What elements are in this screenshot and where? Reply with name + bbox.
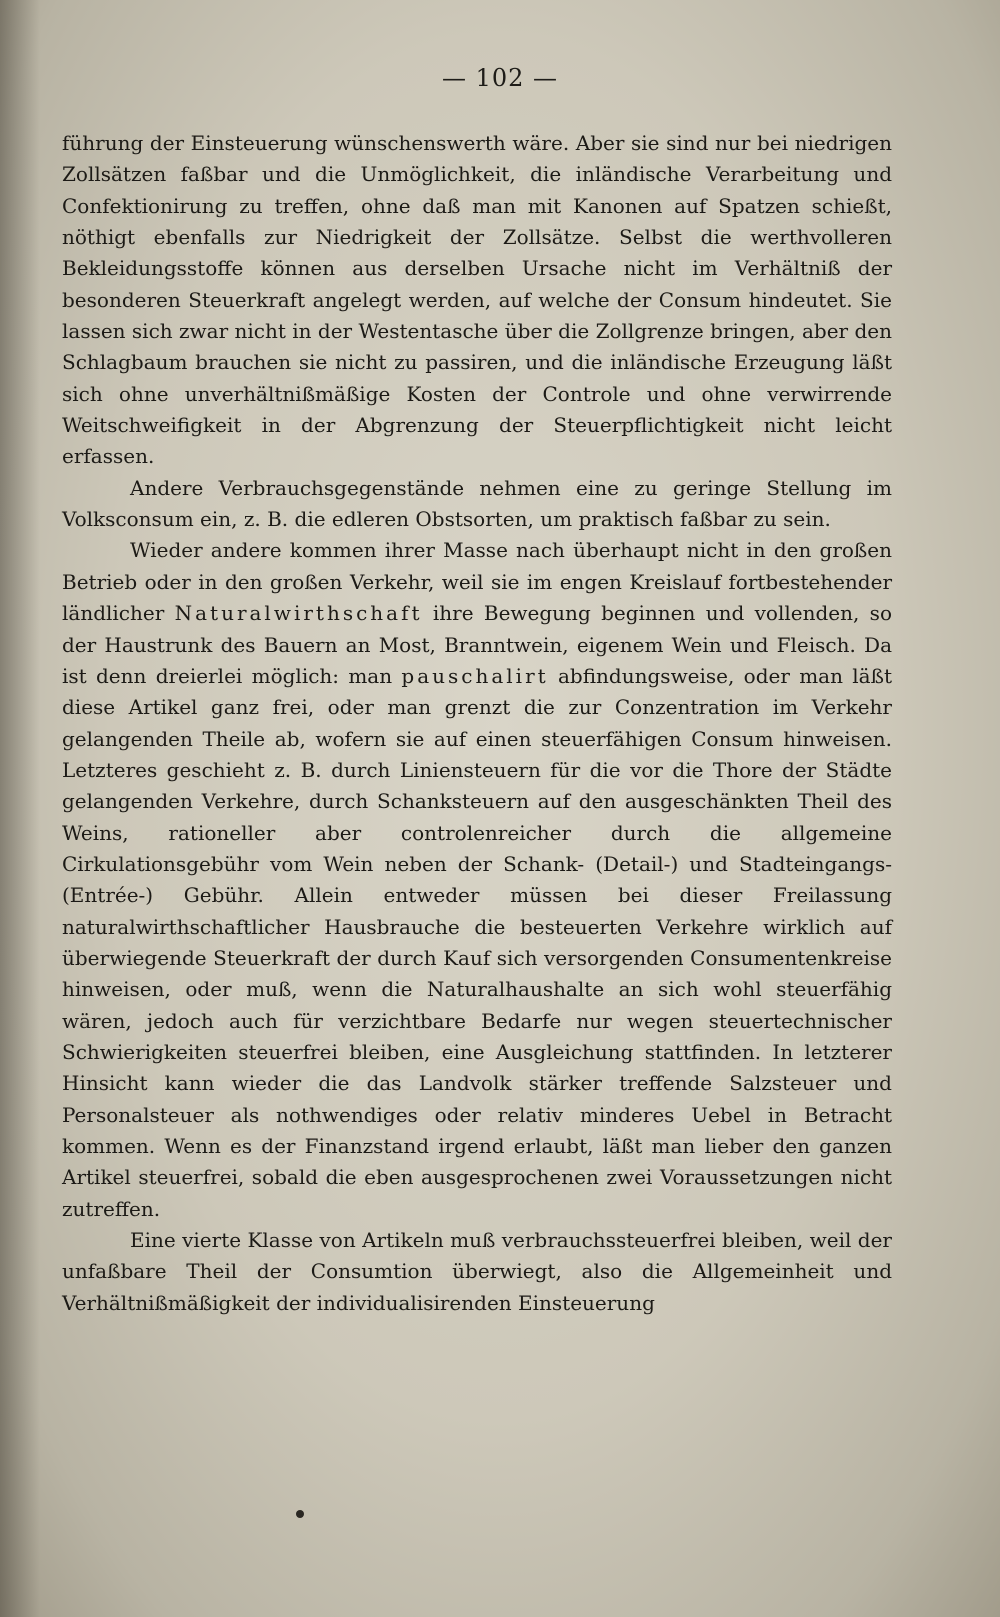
page-number: — 102 — — [441, 64, 559, 92]
text-segment: ihre Bewegung beginnen und vollenden, so der Haustrunk des Bauern an Most, Branntwein, eigenem Wein und Fleisch. Da ist denn dreierlei möglich: man — [62, 601, 892, 688]
text-segment: Eine vierte Klasse von Artikeln muß verbrauchssteuerfrei bleiben, weil der unfaßbare Theil der Consumtion überwiegt, also die Allgemeinheit und Verhältnißmäßigkeit der individualisirenden Einsteuerung — [62, 1228, 892, 1315]
text-segment: Wieder andere kommen ihrer Masse nach überhaupt nicht in den großen Betrieb oder in den großen Verkehr, weil sie im engen Kreislauf fortbestehender ländlicher — [62, 538, 892, 626]
body-text — [62, 128, 892, 1319]
text-segment: führung der Einsteuerung wünschenswerth wäre. Aber sie sind nur bei niedrigen Zollsätzen faßbar und die Unmöglichkeit, die inländische Verarbeitung und Confektionirung zu treffen, ohne daß man mit Kanonen auf Spatzen schießt, nöthigt ebenfalls zur Niedrigkeit der Zollsätze. Selbst die werthvolleren Bekleidungsstoffe können aus derselben Ursache nicht im Verhältniß der besonderen Steuerkraft angelegt werden, auf welche der Consum hindeutet. Sie lassen sich zwar nicht in der Westentasche über die Zollgrenze bringen, aber den Schlagbaum brauchen sie nicht zu passiren, und die inländische Erzeugung läßt sich ohne unverhältnißmäßige Kosten der Controle und ohne verwirrende Weitschweifigkeit in der Abgrenzung der Steuerpflichtigkeit nicht leicht erfassen. — [62, 131, 892, 469]
page-edge-shadow — [0, 0, 40, 1617]
paragraph-1 — [62, 128, 892, 473]
paragraph-4 — [62, 1225, 892, 1319]
spaced-emphasis-text: pauschalirt — [401, 663, 549, 688]
spaced-emphasis-text: Naturalwirthschaft — [174, 601, 423, 626]
text-segment: Andere Verbrauchsgegenstände nehmen eine zu geringe Stellung im Volksconsum ein, z. B. die edleren Obstsorten, um praktisch faßbar zu sein. — [62, 475, 892, 532]
text-segment: abfindungsweise, oder man läßt diese Artikel ganz frei, oder man grenzt die zur Conzentration im Verkehr gelangenden Theile ab, wofern sie auf einen steuerfähigen Consum hinweisen. Letzteres geschieht z. B. durch Liniensteuern für die vor die Thore der Städte gelangenden Verkehre, durch Schanksteuern auf den ausgeschänkten Theil des Weins, rationeller aber controlenreicher durch die allgemeine Cirkulationsgebühr vom Wein neben der Schank- (Detail-) und Stadteingangs- (Entrée-) Gebühr. Allein entweder müssen bei dieser Freilassung naturalwirthschaftlicher Hausbrauche die besteuerten Verkehre wirklich auf überwiegende Steuerkraft der durch Kauf sich versorgenden Consumentenkreise hinweisen, oder muß, wenn die Naturalhaushalte an sich wohl steuerfähig wären, jedoch auch für verzichtbare Bedarfe nur wegen steuertechnischer Schwierigkeiten steuerfrei bleiben, eine Ausgleichung stattfinden. In letzterer Hinsicht kann wieder die das Landvolk stärker treffende Salzsteuer und Personalsteuer als nothwendiges oder relativ minderes Uebel in Betracht kommen. Wenn es der Finanzstand irgend erlaubt, läßt man lieber den ganzen Artikel steuerfrei, sobald die eben ausgesprochenen zwei Voraussetzungen nicht zutreffen. — [62, 663, 892, 1221]
paragraph-3 — [62, 535, 892, 1225]
ink-speck — [296, 1510, 304, 1518]
paragraph-2 — [62, 473, 892, 536]
